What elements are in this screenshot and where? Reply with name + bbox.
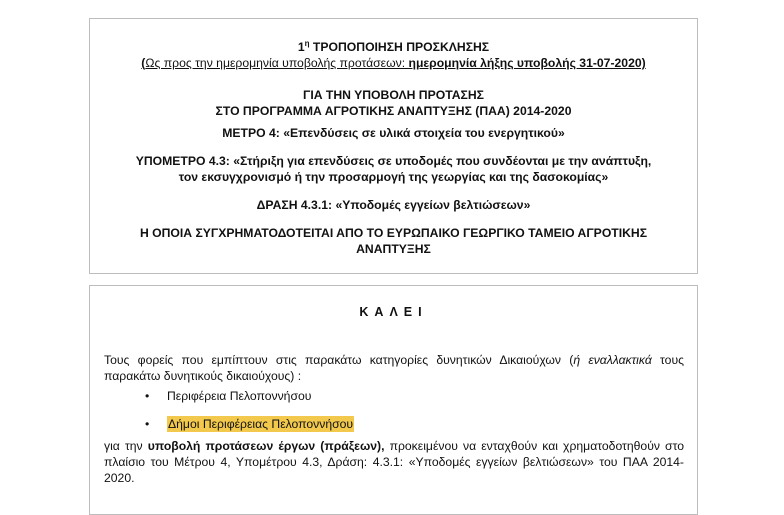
measure-block (90, 125, 697, 141)
title-number: 1 (297, 40, 305, 54)
call-heading: ΚΑΛΕΙ (359, 305, 428, 319)
submeasure-block (90, 153, 697, 185)
cofunded-block (90, 225, 697, 257)
purpose-text-1: για την (104, 439, 148, 453)
submission-block (90, 87, 697, 119)
cofunded-line-1: Η ΟΠΟΙΑ ΣΥΓΧΡΗΜΑΤΟΔΟΤΕΙΤΑΙ ΑΠΟ ΤΟ ΕΥΡΩΠΑΙΚΟ ΓΕΩΡΓΙΚΟ ΤΑΜΕΙΟ ΑΓΡΟΤΙΚΗΣ (139, 226, 648, 240)
submeasure-line-2: τον εκσυγχρονισμό ή την προσαρμογή της γεωργίας και της δασοκομίας» (178, 170, 609, 184)
action-line: ΔΡΑΣΗ 4.3.1: «Υποδομές εγγείων βελτιώσεων» (256, 198, 531, 212)
header-box (89, 18, 698, 274)
bullet-icon: • (145, 389, 150, 403)
cofunded-line-2: ΑΝΑΠΤΥΞΗΣ (356, 242, 431, 256)
purpose-text-2: προκειμένου να ενταχθούν και χρηματοδοτηθούν στο πλαίσιο του Μέτρου 4, Υπομέτρου 4.3, Δράση: 4.3.1: «Υποδομές εγγείων βελτιώσεων» του ΠΑΑ 2014-2020. (104, 439, 684, 485)
submission-line-1: ΓΙΑ ΤΗΝ ΥΠΟΒΟΛΗ ΠΡΟΤΑΣΗΣ (303, 88, 484, 102)
intro-text-1: Τους φορείς που εμπίπτουν στις παρακάτω κατηγορίες δυνητικών Δικαιούχων ( (104, 353, 574, 367)
subtitle-paren: ( (141, 56, 146, 70)
amendment-title (90, 39, 697, 55)
intro-text-2: τους παρακάτω δυνητικούς δικαιούχους) : (104, 353, 684, 383)
submission-line-2: ΣΤΟ ΠΡΟΓΡΑΜΜΑ ΑΓΡΟΤΙΚΗΣ ΑΝΑΠΤΥΞΗΣ (ΠΑΑ) 2014-2020 (215, 104, 572, 118)
beneficiary-label: Περιφέρεια Πελοποννήσου (167, 389, 312, 403)
title-text: ΤΡΟΠΟΠΟΙΗΣΗ ΠΡΟΣΚΛΗΣΗΣ (309, 40, 490, 54)
subtitle-deadline: ημερομηνία λήξης υποβολής 31-07-2020) (408, 56, 646, 70)
action-block (90, 197, 697, 213)
subtitle-normal: Ως προς την ημερομηνία υποβολής προτάσεων: (145, 56, 409, 70)
purpose-paragraph (104, 438, 684, 486)
title-block (90, 39, 697, 71)
amendment-subtitle (90, 55, 697, 71)
purpose-bold: υποβολή προτάσεων έργων (πράξεων), (147, 439, 385, 453)
submeasure-line-1: ΥΠΟΜΕΤΡΟ 4.3: «Στήριξη για επενδύσεις σε υποδομές που συνδέονται με την ανάπτυξη, (135, 154, 652, 168)
title-superscript: η (304, 38, 310, 48)
bullet-icon: • (145, 417, 150, 431)
intro-paragraph (104, 352, 684, 384)
call-box (89, 285, 698, 515)
intro-italic: ή εναλλακτικά (573, 353, 652, 367)
measure-line: ΜΕΤΡΟ 4: «Επενδύσεις σε υλικά στοιχεία του ενεργητικού» (222, 126, 565, 140)
beneficiary-label-highlighted: Δήμοι Περιφέρειας Πελοποννήσου (168, 417, 354, 431)
